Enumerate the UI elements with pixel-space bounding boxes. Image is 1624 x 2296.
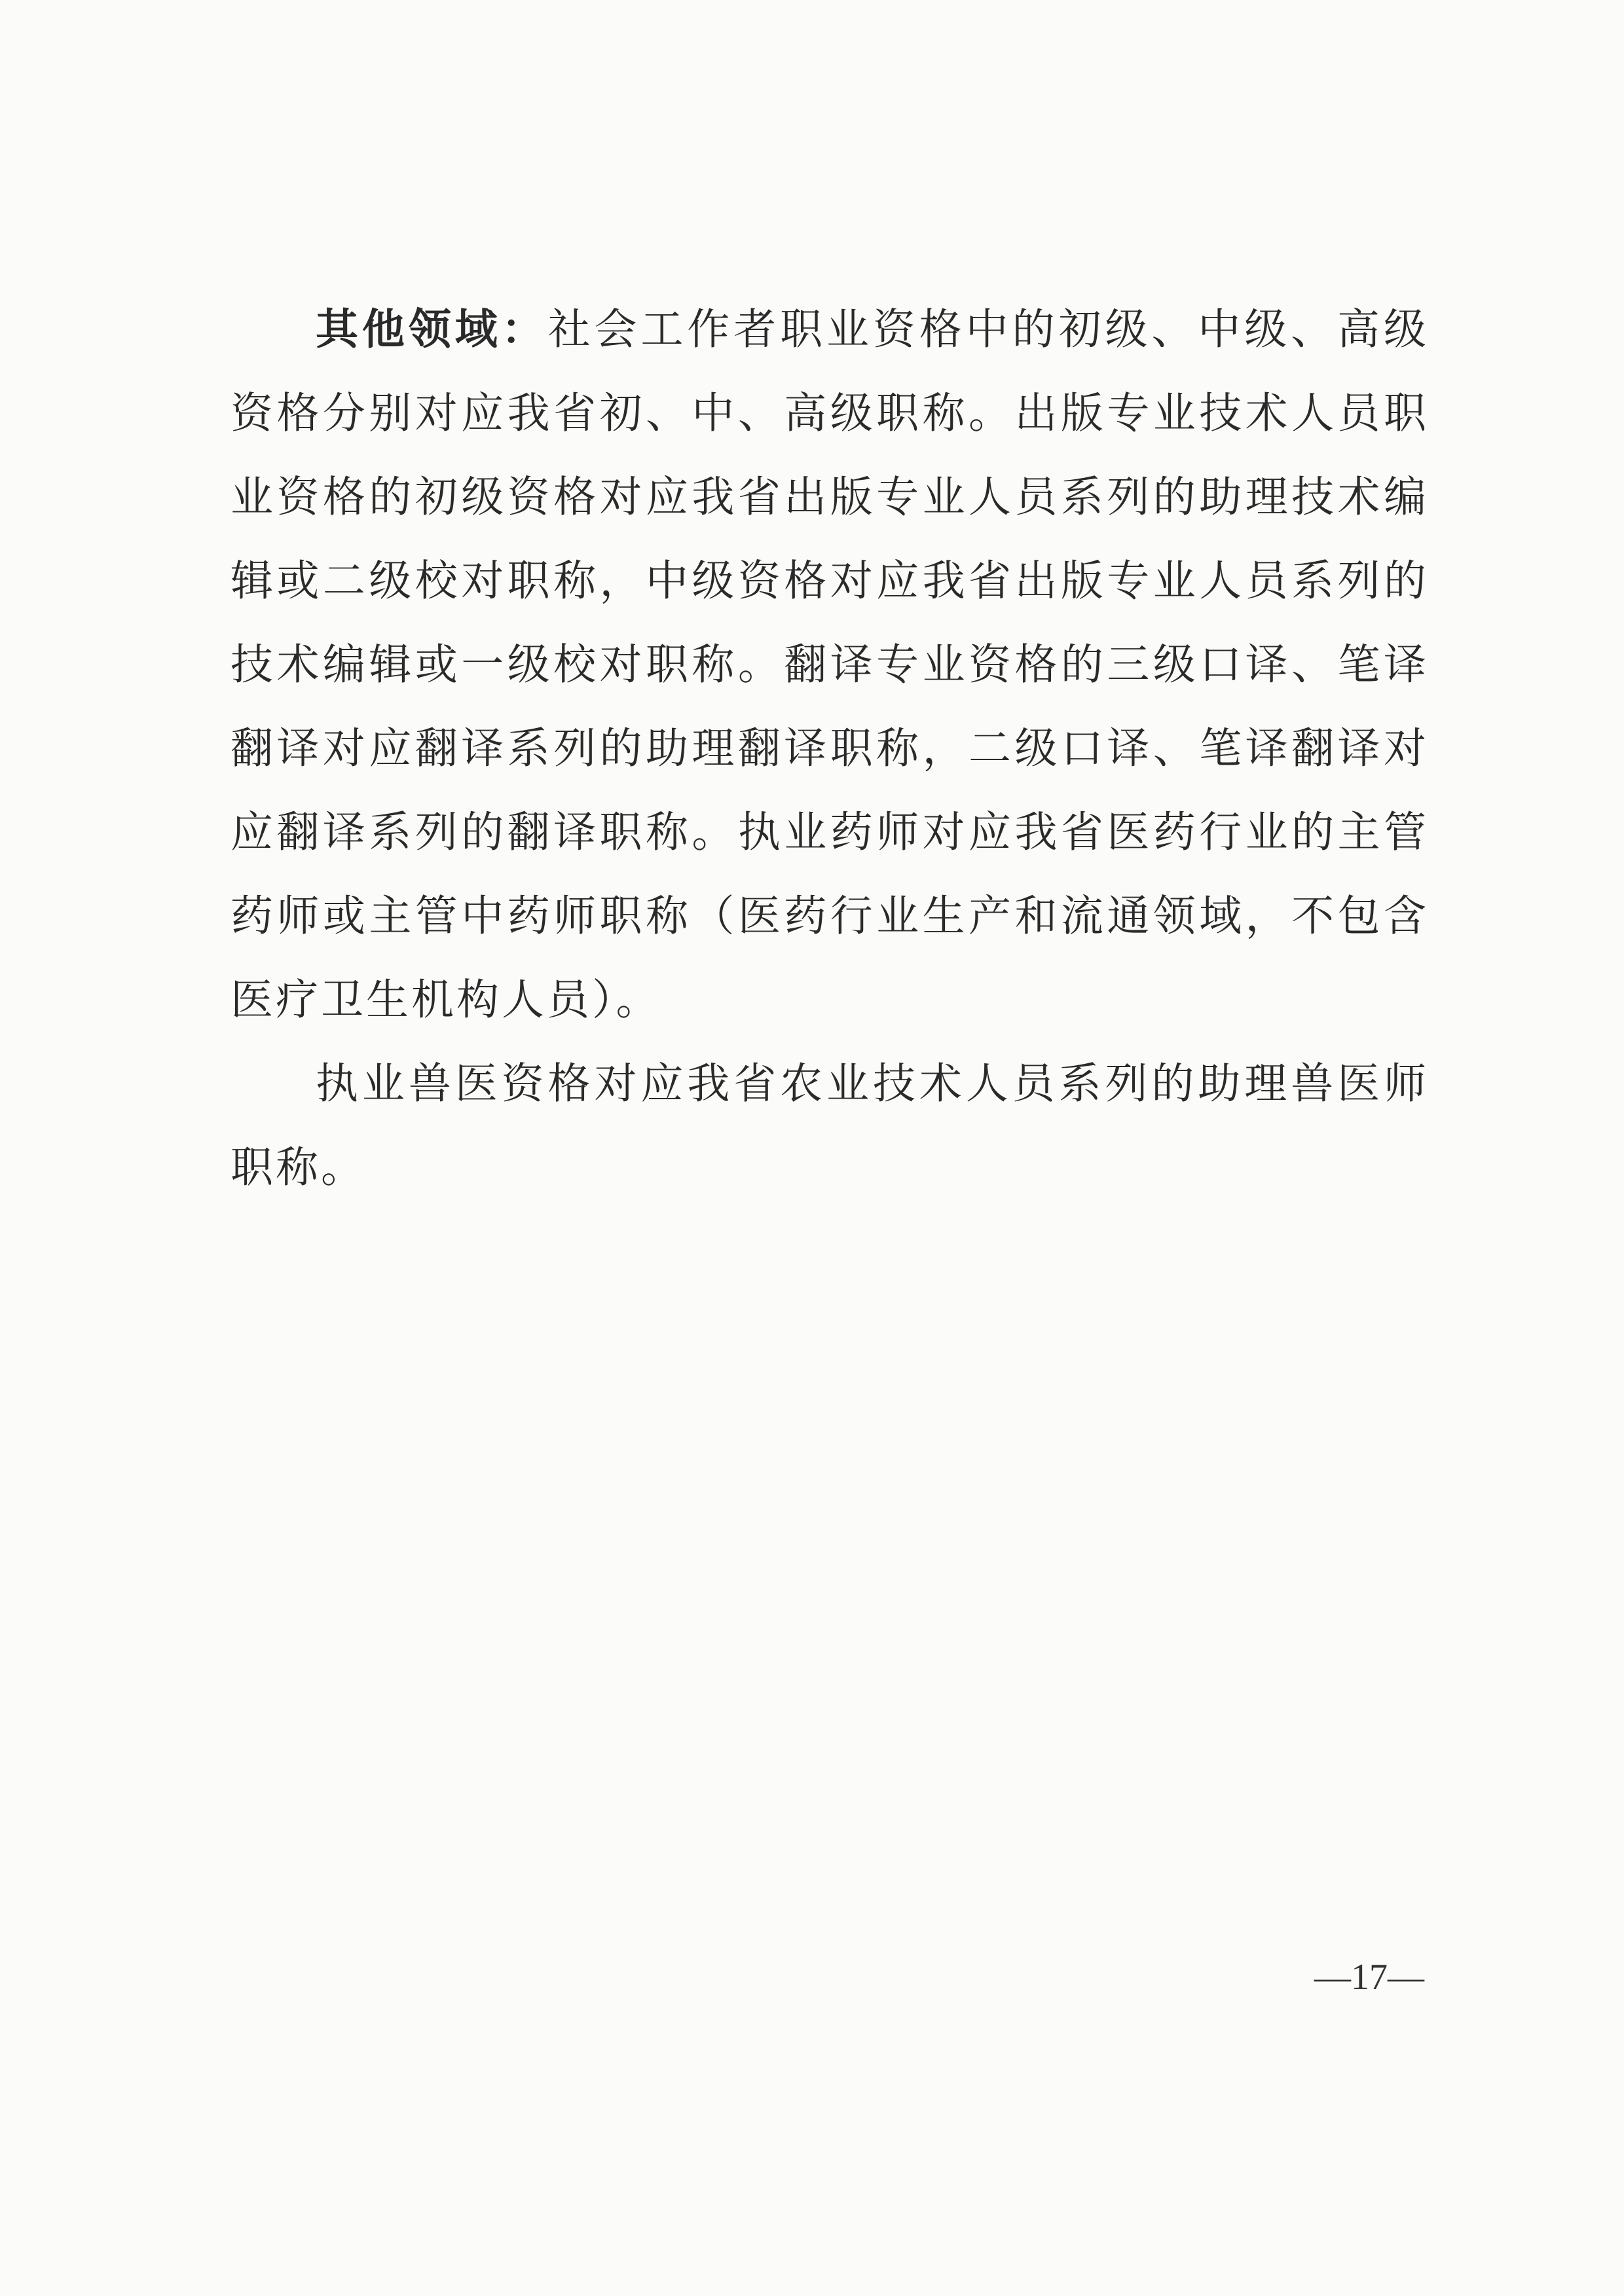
- document-body: [231, 288, 1429, 1210]
- section-heading: 其他领域：: [316, 305, 548, 354]
- paragraph-other-fields: [231, 288, 1429, 1042]
- paragraph-text: 社会工作者职业资格中的初级、中级、高级资格分别对应我省初、中、高级职称。出版专业技术人员职业资格的初级资格对应我省出版专业人员系列的助理技术编辑或二级校对职称，中级资格对应我省出版专业人员系列的技术编辑或一级校对职称。翻译专业资格的三级口译、笔译翻译对应翻译系列的助理翻译职称，二级口译、笔译翻译对应翻译系列的翻译职称。执业药师对应我省医药行业的主管药师或主管中药师职称（医药行业生产和流通领域，不包含医疗卫生机构人员）。: [231, 305, 1429, 1025]
- page-number: —17—: [1314, 1957, 1424, 1997]
- paragraph-veterinary: [231, 1042, 1429, 1210]
- paragraph-text: 执业兽医资格对应我省农业技术人员系列的助理兽医师职称。: [231, 1059, 1429, 1192]
